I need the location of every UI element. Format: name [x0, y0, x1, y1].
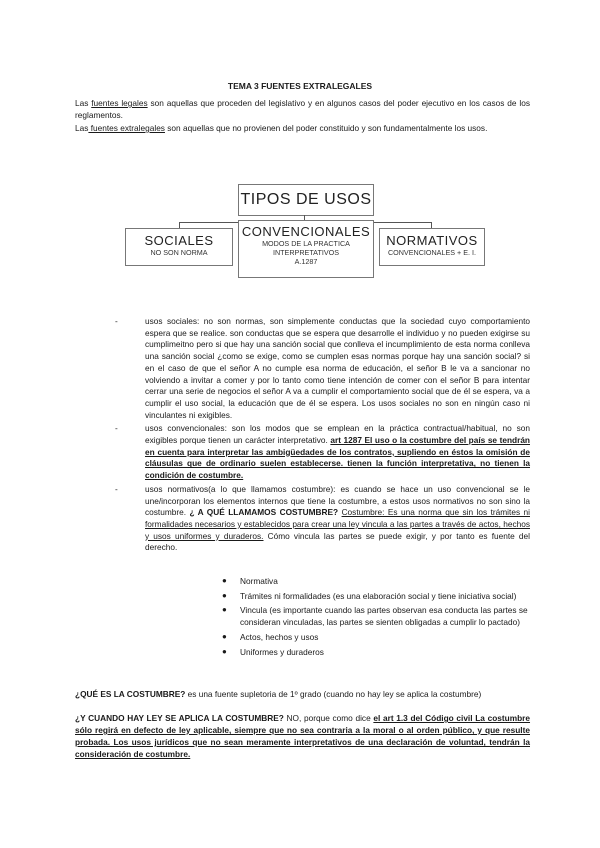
art-1-3-quote: el art 1.3 del Código civil La costumbre sólo regirá en defecto de ley aplicable, siempre que no sea contraria a la moral o al orden público, y que resulte probada. Los usos jurídicos que no sean meramente interpretativos de una declaración de voluntad, tendrán la consideración de costumbre.	[75, 713, 531, 759]
usos-convencionales-text: usos convencionales: son los modos que se emplean en la práctica contractual/habitual, no son exigibles porque tienen un carácter interpretativo.	[145, 423, 530, 446]
convencionales-label: CONVENCIONALES	[241, 224, 371, 239]
normativos-label: NORMATIVOS	[386, 233, 478, 248]
sociales-box	[125, 228, 233, 266]
list-item: ● Uniformes y duraderos	[222, 646, 324, 657]
normativos-box	[379, 228, 485, 266]
intro-paragraph-1	[75, 97, 530, 121]
list-item: ● Normativa	[222, 576, 278, 586]
closing-question-2: ¿Y CUANDO HAY LEY SE APLICA LA COSTUMBRE? NO, porque como dice el art 1.3 del Código civil La costumbre sólo regirá en defecto de ley aplicable, siempre que no sea contraria a la moral o al orden público, y que resulte probada. Los usos jurídicos que no sean meramente interpretativos de una declaración de voluntad, tendrán la consideración de costumbre.	[75, 713, 531, 759]
intro-paragraph-2	[75, 122, 530, 134]
list-item: - usos normativos(a lo que llamamos costumbre): es cuando se hace un uso convencional se le une/incorporan los elementos internos que tiene la costumbre, a estos usos normativos no son sino la costumbre. ¿ A QUÉ LLAMAMOS COSTUMBRE? Costumbre: Es una norma que sin los trámites ni formalidades necesarios y establecidos para crear una ley vincula a las partes a través de actos, hechos y usos uniformes y duraderos. Cómo vincula las partes se puede exigir, y por tanto es fuente del derecho.	[115, 483, 530, 553]
p2-text-b: son aquellas que no provienen del poder constituido y son fundamentalmente los usos.	[164, 123, 488, 133]
convencionales-sub-2: INTERPRETATIVOS	[272, 248, 340, 257]
usos-sociales-text: usos sociales: no son normas, son simplemente conductas que la sociedad cuyo comportamiento espera que se realice. son conductas que se espera que desarrolle el individuo y no pueden exigirse su cumplimeitno pero si que hay una sanción social que conlleva el incumplimiento de esta norma conlleva una sanción social ¿como se exige, como se cumplen esas normas porque hay una sanción social? si en el caso de que el señor A no cumple esa norma de educación, el señor B le va a sancionar no volviendo a invitar a comer y por lo tanto como tiene intención de comer con el señor B para intentar cerrar una serie de negocios el señor A va a cumplir el comportamiento social que de él se espera, va a cumplir el uso social, la educación que de él se espera. Los usos sociales no son en ningún caso ni vinculantes ni exigibles.	[145, 316, 530, 420]
art-1287-quote: art 1287 El uso o la costumbre del país se tendrán en cuenta para interpretar las ambigüedades de los contratos, supliendo en éstos la omisión de cláusulas que de ordinario suelen establecerse. tienen la función interpretativa, no tienen la condición de costumbre.	[145, 435, 530, 481]
que-llamamos-costumbre: ¿ A QUÉ LLAMAMOS COSTUMBRE?	[189, 507, 342, 518]
sociales-label: SOCIALES	[144, 233, 214, 248]
list-item: ● Trámites ni formalidades (es una elaboración social y tiene iniciativa social)	[222, 590, 517, 601]
fuentes-legales-term: fuentes legales	[91, 98, 148, 108]
sociales-sub: NO SON NORMA	[150, 248, 208, 257]
list-item: - usos sociales: no son normas, son simplemente conductas que la sociedad cuyo comportamiento espera que se realice. son conductas que se espera que desarrolle el individuo y no pueden exigirse su cumplimeitno pero si que hay una sanción social que conlleva el incumplimiento de esta norma conlleva una sanción social ¿como se exige, como se cumplen esas normas porque hay una sanción social? si en el caso de que el señor A no cumple esa norma de educación, el señor B le va a sancionar no volviendo a invitar a comer y por lo tanto como tiene intención de comer con el señor B para intentar cerrar una serie de negocios el señor A va a cumplir el comportamiento social que de él se espera, va a cumplir el uso social, la educación que de él se espera. Los usos sociales no son en ningún caso ni vinculantes ni exigibles.	[115, 316, 530, 420]
document-title: TEMA 3 FUENTES EXTRALEGALES	[227, 81, 373, 91]
p1-text-b: son aquellas que proceden del legislativo y en algunos casos del poder ejecutivo en los casos de los reglamentos.	[75, 98, 530, 120]
p2-text-a: Las	[75, 123, 89, 133]
costumbre-elements-list	[222, 576, 530, 661]
costumbre-definition: Costumbre: Es una norma que sin los trámites ni formalidades necesarios y establecidos para crear una ley vincula a las partes a través de actos, hechos y usos uniformes y duraderos.	[145, 507, 530, 541]
list-item: ● Vincula (es importante cuando las partes observan esa conducta las partes se consideran vinculadas, las partes se sienten obligadas a cumplir lo pactado)	[222, 605, 528, 628]
usos-list	[115, 316, 530, 554]
p1-text-a: Las	[75, 98, 92, 108]
que-es-la-costumbre: ¿QUÉ ES LA COSTUMBRE?	[75, 689, 186, 699]
list-item: - usos convencionales: son los modos que se emplean en la práctica contractual/habitual, no son exigibles porque tienen un carácter interpretativo. art 1287 El uso o la costumbre del país se tendrán en cuenta para interpretar las ambigüedades de los contratos, supliendo en éstos la omisión de cláusulas que de ordinario suelen establecerse. tienen la función interpretativa, no tienen la condición de costumbre.	[115, 423, 530, 481]
normativos-sub: CONVENCIONALES + E. I.	[387, 248, 477, 257]
cuando-hay-ley: ¿Y CUANDO HAY LEY SE APLICA LA COSTUMBRE?	[75, 713, 284, 723]
diagram-root-box	[238, 184, 374, 216]
diagram-root-label: TIPOS DE USOS	[240, 191, 372, 208]
usos-normativos-text-end: Cómo vincula las partes se puede exigir, y por tanto es fuente del derecho.	[145, 530, 530, 553]
fuentes-extralegales-term: fuentes extralegales	[88, 123, 165, 133]
closing-question-1: ¿QUÉ ES LA COSTUMBRE? es una fuente supletoria de 1º grado (cuando no hay ley se aplica la costumbre)	[75, 689, 482, 699]
convencionales-sub-3: A.1287	[294, 257, 318, 266]
usos-normativos-text: usos normativos(a lo que llamamos costumbre): es cuando se hace un uso convencional se le une/incorporan los elementos internos que tiene la costumbre, a estos usos normativos no son sino la costumbre.	[145, 483, 530, 518]
list-item: ● Actos, hechos y usos	[222, 631, 319, 642]
convencionales-box	[238, 220, 374, 278]
convencionales-sub-1: MODOS DE LA PRACTICA	[262, 239, 350, 248]
